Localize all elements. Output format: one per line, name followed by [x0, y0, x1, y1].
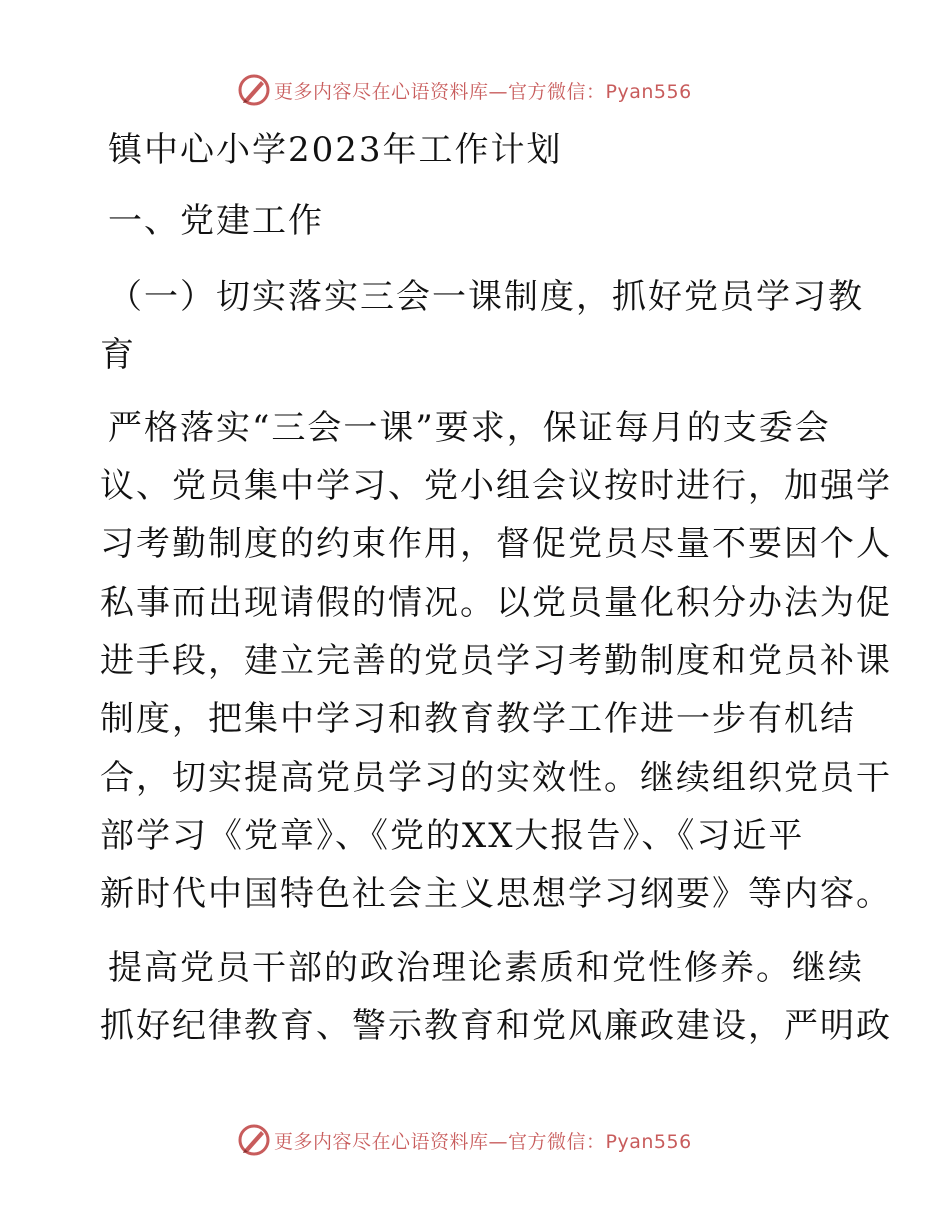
- paragraph-line: 严格落实“三会一课”要求，保证每月的支委会: [108, 408, 831, 448]
- paragraph-line: 进手段，建立完善的党员学习考勤制度和党员补课: [100, 641, 892, 681]
- watermark-banner-top: [236, 70, 692, 110]
- paragraph-line: 合，切实提高党员学习的实效性。继续组织党员干: [100, 758, 892, 798]
- paragraph-line: 新时代中国特色社会主义思想学习纲要》等内容。: [100, 874, 892, 914]
- subheading-line: （一）切实落实三会一课制度，抓好党员学习教: [108, 277, 864, 317]
- subheading-line: 育: [100, 335, 136, 375]
- paragraph-line: 抓好纪律教育、警示教育和党风廉政建设，严明政: [100, 1006, 892, 1046]
- watermark-banner-bottom: [236, 1120, 692, 1160]
- pen-logo-icon: [236, 72, 272, 108]
- pen-logo-icon: [236, 1122, 272, 1158]
- paragraph-line: 私事而出现请假的情况。以党员量化积分办法为促: [100, 583, 892, 623]
- document-title: 镇中心小学2023年工作计划: [108, 130, 563, 170]
- watermark-text: 更多内容尽在心语资料库—官方微信：Pyan556: [274, 80, 692, 103]
- paragraph-line: 部学习《党章》、《党的XX大报告》、《习近平: [100, 816, 805, 856]
- paragraph-line: 议、党员集中学习、党小组会议按时进行，加强学: [100, 466, 892, 506]
- paragraph-line: 提高党员干部的政治理论素质和党性修养。继续: [108, 948, 864, 988]
- paragraph-line: 制度，把集中学习和教育教学工作进一步有机结: [100, 699, 856, 739]
- paragraph-line: 习考勤制度的约束作用，督促党员尽量不要因个人: [100, 524, 892, 564]
- watermark-text: 更多内容尽在心语资料库—官方微信：Pyan556: [274, 1130, 692, 1153]
- section-heading: 一、党建工作: [108, 201, 324, 241]
